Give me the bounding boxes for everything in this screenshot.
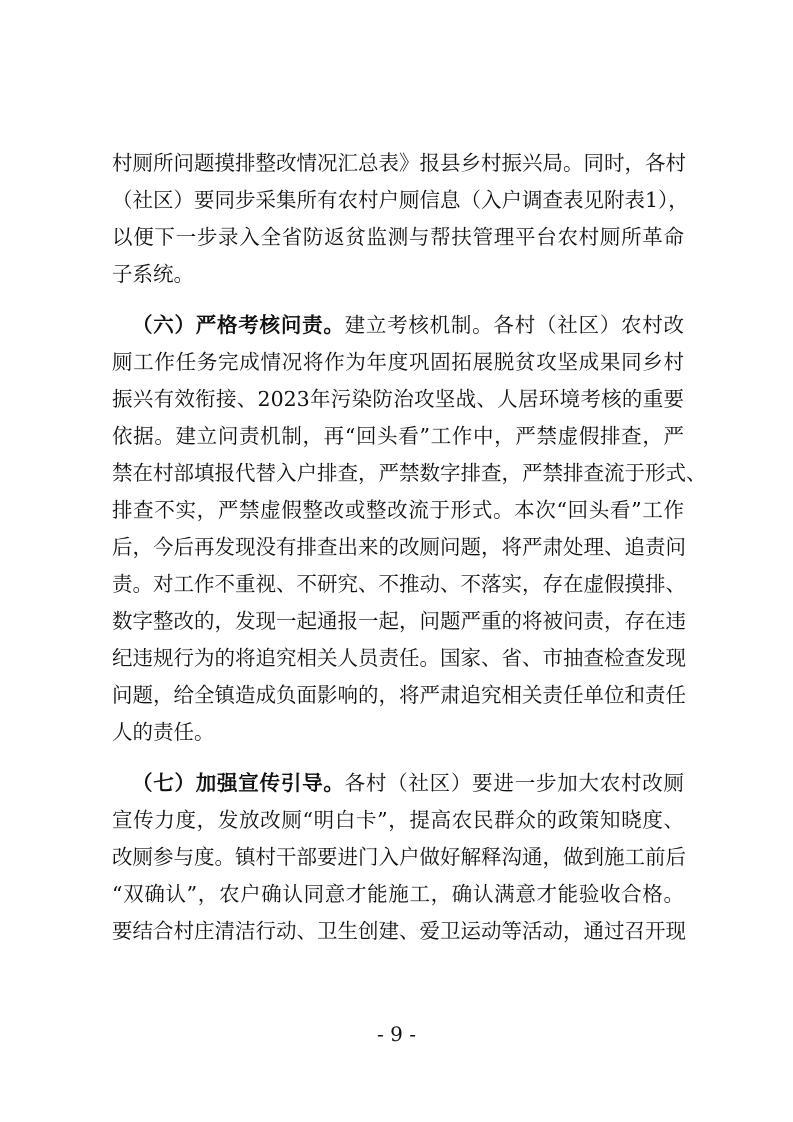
text-line: 责。对工作不重视、不研究、不推动、不落实，存在虚假摸排、 (112, 572, 686, 596)
text-line: 依据。建立问责机制，再“回头看”工作中，严禁虚假排查，严 (112, 424, 684, 448)
text-line: 以便下一步录入全省防返贫监测与帮扶管理平台农村厕所革命 (112, 225, 684, 249)
first-line-text: 建立考核机制。各村（社区）农村改 (344, 313, 685, 337)
text-line: 厕工作任务完成情况将作为年度巩固拓展脱贫攻坚成果同乡村 (112, 350, 684, 374)
text-line: 人的责任。 (112, 720, 215, 744)
text-line (112, 765, 684, 802)
text-line: “双确认”，农户确认同意才能施工，确认满意才能验收合格。 (112, 882, 684, 906)
page-number: - 9 - (377, 1022, 416, 1046)
section-heading-6: （六）严格考核问责。 (132, 313, 345, 337)
text-line: 宣传力度，发放改厕“明白卡”，提高农民群众的政策知晓度、 (112, 808, 684, 832)
text-line: 纪违规行为的将追究相关人员责任。国家、省、市抽查检查发现 (112, 646, 686, 670)
text-line: 要结合村庄清洁行动、卫生创建、爱卫运动等活动，通过召开现 (112, 919, 686, 943)
text-line: （社区）要同步采集所有农村户厕信息（入户调查表见附表1）， (112, 188, 689, 212)
paragraph-continuation (112, 145, 689, 293)
paragraph-section-6 (112, 307, 707, 751)
document-body (112, 145, 707, 950)
text-line: 问题，给全镇造成负面影响的，将严肃追究相关责任单位和责任 (112, 683, 686, 707)
text-line: 改厕参与度。镇村干部要进门入户做好解释沟通，做到施工前后 (112, 845, 686, 869)
paragraph-section-7 (112, 765, 684, 950)
text-line: 数字整改的，发现一起通报一起，问题严重的将被问责，存在违 (112, 609, 686, 633)
text-line (112, 307, 684, 344)
text-line: 禁在村部填报代替入户排查，严禁数字排查，严禁排查流于形式、 (112, 461, 707, 485)
text-line: 子系统。 (112, 262, 194, 286)
text-line: 村厕所问题摸排整改情况汇总表》报县乡村振兴局。同时，各村 (112, 151, 686, 175)
section-heading-7: （七）加强宣传引导。 (132, 771, 345, 795)
text-line: 后，今后再发现没有排查出来的改厕问题，将严肃处理、追责问 (112, 535, 686, 559)
text-line: 排查不实，严禁虚假整改或整改流于形式。本次“回头看”工作 (112, 498, 684, 522)
text-line: 振兴有效衔接、2023年污染防治攻坚战、人居环境考核的重要 (112, 387, 684, 411)
first-line-text: 各村（社区）要进一步加大农村改厕 (344, 771, 685, 795)
